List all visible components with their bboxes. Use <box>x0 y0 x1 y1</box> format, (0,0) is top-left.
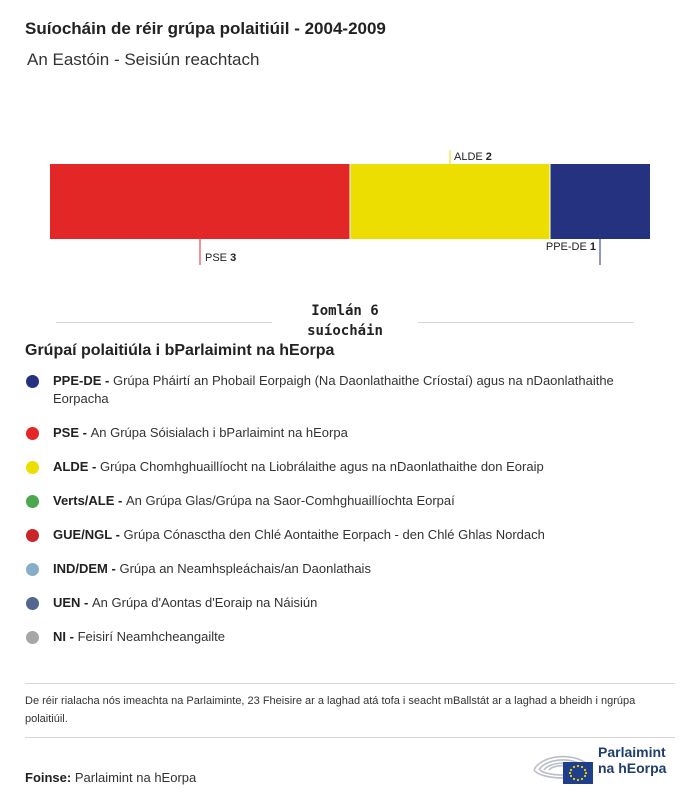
bar-segment-pse <box>50 164 350 239</box>
segment-name: ALDE <box>454 151 486 163</box>
european-parliament-logo <box>530 744 680 788</box>
segment-label-ppe-de <box>546 241 596 253</box>
legend-swatch <box>26 495 39 508</box>
legend-item <box>25 628 665 646</box>
legend-item <box>25 492 665 510</box>
legend-swatch <box>26 461 39 474</box>
logo-text <box>598 744 666 776</box>
legend-abbr: NI - <box>53 629 78 644</box>
legend-abbr: IND/DEM - <box>53 561 120 576</box>
legend-text: Grúpa Chomhghuaillíocht na Liobrálaithe agus na nDaonlathaithe don Eoraip <box>99 459 544 474</box>
legend <box>25 372 665 662</box>
source-text: Parlaimint na hEorpa <box>71 770 197 785</box>
note-divider-bottom <box>25 737 675 738</box>
segment-name: PPE-DE <box>545 241 590 253</box>
legend-abbr: Verts/ALE - <box>53 493 126 508</box>
legend-item <box>25 424 665 442</box>
legend-text: Grúpa Cónasctha den Chlé Aontaithe Eorpach - den Chlé Ghlas Nordach <box>123 527 545 542</box>
legend-item <box>25 372 665 408</box>
legend-text: Feisirí Neamhcheangailte <box>77 629 225 644</box>
logo-line-2: na hEorpa <box>598 760 667 776</box>
legend-title: Grúpaí polaitiúla i bParlaimint na hEorpa <box>25 342 335 359</box>
legend-text: Grúpa Pháirtí an Phobail Eorpaigh (Na Daonlathaithe Críostaí) agus na nDaonlathaithe Eorpacha <box>53 373 614 406</box>
legend-swatch <box>26 427 39 440</box>
legend-text: An Grúpa Sóisialach i bParlaimint na hEorpa <box>90 425 348 440</box>
total-seats <box>0 296 700 346</box>
parliament-emblem-icon <box>530 744 596 788</box>
footnote: De réir rialacha nós imeachta na Parlaiminte, 23 Fheisire ar a laghad atá tofa i seacht mBallstát ar a laghad a bheidh i ngrúpa polaitiúil. <box>25 695 636 725</box>
segment-value: 2 <box>485 151 492 163</box>
note-divider-top <box>25 683 675 684</box>
chart-subtitle: An Eastóin - Seisiún reachtach <box>27 50 260 69</box>
total-seats-text <box>272 301 418 341</box>
segment-label-alde <box>454 151 492 163</box>
source-label: Foinse: <box>25 770 72 785</box>
legend-abbr: ALDE - <box>53 459 100 474</box>
legend-abbr: PSE - <box>53 425 91 440</box>
total-divider-right <box>418 322 634 323</box>
legend-swatch <box>26 597 39 610</box>
legend-swatch <box>26 631 39 644</box>
legend-text: An Grúpa Glas/Grúpa na Saor-Comhghuaillíochta Eorpaí <box>125 493 455 508</box>
legend-item <box>25 594 665 612</box>
logo-line-1: Parlaimint <box>598 744 666 760</box>
total-divider-left <box>56 322 272 323</box>
source <box>25 770 196 785</box>
bar-segment-ppe-de <box>550 164 650 239</box>
legend-abbr: GUE/NGL - <box>53 527 124 542</box>
legend-item <box>25 526 665 544</box>
legend-swatch <box>26 563 39 576</box>
segment-name: PSE <box>205 252 231 264</box>
segment-label-pse <box>205 252 236 264</box>
legend-text: An Grúpa d'Aontas d'Eoraip na Náisiún <box>92 595 318 610</box>
total-unit: suíocháin <box>307 323 383 339</box>
legend-swatch <box>26 375 39 388</box>
legend-text: Grúpa an Neamhspleáchais/an Daonlathais <box>119 561 371 576</box>
segment-value: 1 <box>589 241 596 253</box>
chart-title: Suíocháin de réir grúpa polaitiúil - 2004-2009 <box>25 19 386 38</box>
legend-item <box>25 560 665 578</box>
legend-item <box>25 458 665 476</box>
legend-abbr: UEN - <box>53 595 92 610</box>
total-label: Iomlán 6 <box>311 303 379 319</box>
legend-swatch <box>26 529 39 542</box>
bar-segment-alde <box>350 164 550 239</box>
legend-abbr: PPE-DE - <box>53 373 113 388</box>
stacked-seat-bar-chart <box>0 140 700 280</box>
segment-value: 3 <box>230 252 237 264</box>
